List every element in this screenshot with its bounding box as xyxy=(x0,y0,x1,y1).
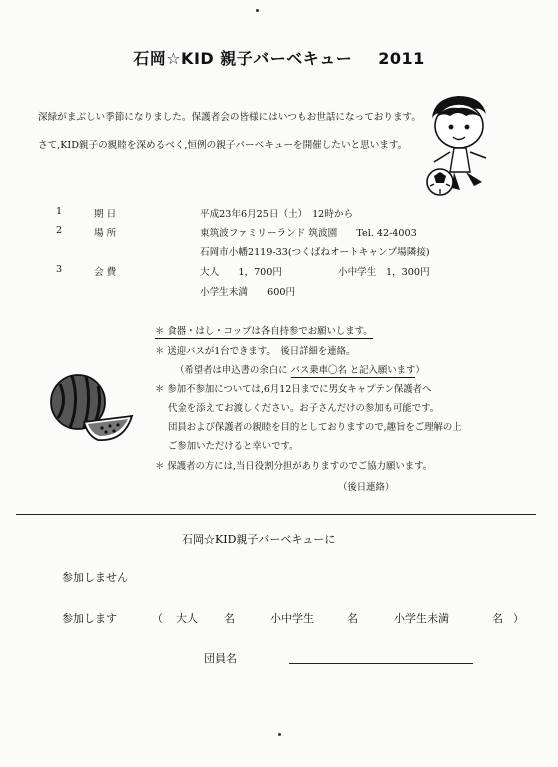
scan-speck xyxy=(256,9,259,12)
fee-adult: 大人 1，700円 xyxy=(200,267,282,278)
child-soccer-illustration xyxy=(424,92,496,198)
fee-number: 3 xyxy=(56,264,63,275)
option-decline: 参加しません xyxy=(62,571,128,584)
intro-line-2: さて,KID親子の親睦を深めるべく,恒例の親子バーベキューを開催したいと思います。 xyxy=(38,140,408,151)
date-number: 1 xyxy=(56,206,63,217)
note-tableware xyxy=(155,323,373,337)
student-count-unit: 名 xyxy=(347,612,358,625)
member-name-label: 団員名 xyxy=(204,652,237,665)
form-heading: 石岡☆KID親子バーベキューに xyxy=(182,533,336,546)
note-tableware-text: ＊ 食器・はし・コップは各自持参でお願いします。 xyxy=(155,326,373,337)
page-title xyxy=(0,46,558,69)
paren-open: （ xyxy=(152,612,163,625)
option-attend: 参加します xyxy=(62,612,117,625)
date-label: 期 日 xyxy=(94,209,117,220)
note-bus-request-close: ） xyxy=(415,365,425,376)
title-main: 石岡☆KID 親子バーベキュー xyxy=(133,49,353,68)
scan-speck xyxy=(278,733,281,736)
title-year: 2011 xyxy=(378,49,425,68)
place-value-1: 東筑波ファミリーランド 筑波園 Tel. 42-4003 xyxy=(200,228,417,239)
note-roles-later: （後日連絡） xyxy=(338,482,395,493)
preschool-count-unit: 名 xyxy=(492,612,503,625)
note-attendance-4: ご参加いただけると幸いです。 xyxy=(168,441,299,452)
note-bus-request xyxy=(175,362,425,376)
place-number: 2 xyxy=(56,225,63,236)
note-roles: ＊ 保護者の方には,当日役割分担がありますのでご協力願います。 xyxy=(155,461,433,472)
note-attendance-3: 団員および保護者の親睦を目的としておりますので,趣旨をご理解の上 xyxy=(168,422,462,433)
adult-count-label: 大人 xyxy=(176,612,198,625)
note-attendance-1: ＊ 参加不参加については,6月12日までに男女キャプテン保護者へ xyxy=(155,384,432,395)
student-count-label: 小中学生 xyxy=(270,612,314,625)
place-value-2: 石岡市小幡2119-33(つくばねオートキャンプ場隣接) xyxy=(200,247,430,258)
member-name-line xyxy=(289,663,473,664)
intro-line-1: 深緑がまぶしい季節になりました。保護者会の皆様にはいつもお世話になっております。 xyxy=(38,112,421,123)
note-bus-request-emphasis: バス乗車〇名 と記入願います xyxy=(290,365,416,376)
preschool-count-label: 小学生未満 xyxy=(394,612,449,625)
note-bus: ＊ 送迎バスが1台できます。 後日詳細を連絡。 xyxy=(155,346,356,357)
fee-preschool: 小学生未満 600円 xyxy=(200,287,296,298)
place-label: 場 所 xyxy=(94,228,117,239)
tear-off-divider xyxy=(16,514,536,515)
watermelon-illustration xyxy=(44,364,136,446)
note-attendance-2: 代金を添えてお渡しください。お子さんだけの参加も可能です。 xyxy=(168,403,440,414)
date-value: 平成23年6月25日（土） 12時から xyxy=(200,209,354,220)
adult-count-unit: 名 xyxy=(224,612,235,625)
paren-close: ） xyxy=(513,612,524,625)
fee-label: 会 費 xyxy=(94,267,117,278)
note-bus-request-open: （希望者は申込書の余白に xyxy=(175,365,288,376)
fee-student: 小中学生 1，300円 xyxy=(338,267,430,278)
